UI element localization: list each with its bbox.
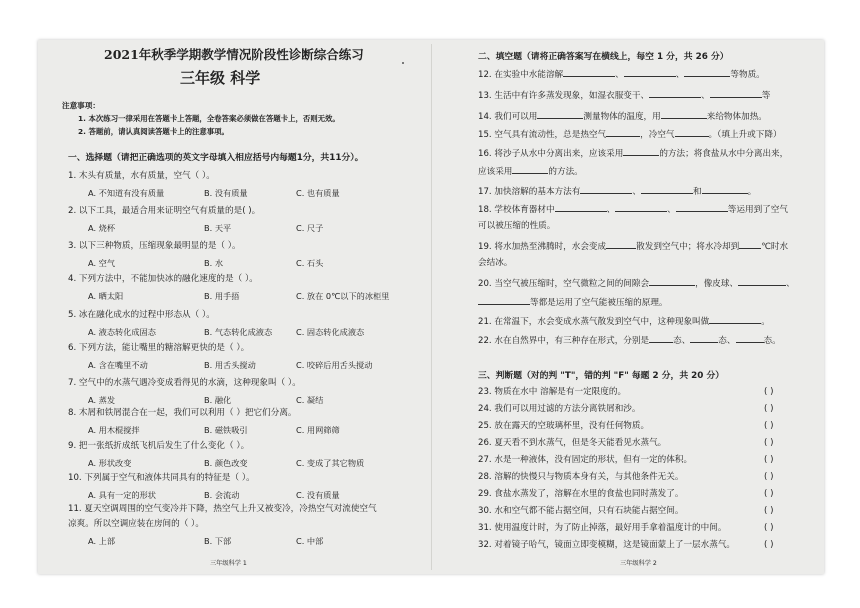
fill-question-text: 等物质。 [730, 70, 765, 80]
fill-question-line [478, 277, 795, 290]
question-option-b: B. 会流动 [204, 490, 240, 500]
answer-parentheses[interactable]: ( ) [764, 455, 774, 465]
fill-question-text: 、 [701, 91, 710, 101]
fill-question-text: 、 [615, 70, 624, 80]
question-11-option-b: B. 下部 [204, 536, 232, 546]
section-1-heading: 一、选择题（请把正确选项的英文字母填入相应括号内每题1分，共11分）。 [68, 153, 364, 163]
answer-blank[interactable] [738, 277, 786, 286]
fill-question-text: 、 [632, 187, 641, 197]
question-option-a: A. 烧杯 [88, 223, 116, 233]
left-page [38, 40, 430, 574]
fill-question-text: 、 [606, 205, 616, 215]
answer-blank[interactable] [563, 68, 615, 77]
fill-question-text: 20. 当空气被压缩时，空气微粒之间的间隙会 [478, 279, 650, 289]
fill-question-text: 可以被压缩的性质。 [478, 221, 556, 231]
page-divider [431, 44, 432, 570]
exam-title: 2021年秋季学期教学情况阶段性诊断综合练习 [104, 47, 364, 62]
answer-blank[interactable] [641, 185, 693, 194]
fill-question-text: 。 [761, 317, 770, 327]
answer-blank[interactable] [710, 89, 762, 98]
question-stem: 4. 下列方法中，不能加快冰的融化速度的是（ ）。 [68, 274, 258, 284]
answer-blank[interactable] [702, 185, 748, 194]
answer-blank[interactable] [624, 68, 676, 77]
fill-question-text: 21. 在常温下，水会变成水蒸气散发到空气中，这种现象叫做 [478, 317, 710, 327]
question-option-a: A. 含在嘴里不动 [88, 360, 148, 370]
fill-question-text: 等 [761, 91, 771, 101]
answer-parentheses[interactable]: ( ) [764, 523, 774, 533]
answer-parentheses[interactable]: ( ) [764, 489, 774, 499]
answer-blank[interactable] [661, 110, 707, 119]
fill-question-text: 、 [667, 205, 676, 215]
page-footer-2: 三年级科学 2 [620, 560, 657, 567]
question-option-c: C. 没有质量 [296, 490, 340, 500]
answer-blank[interactable] [649, 334, 673, 343]
question-11-option-c: C. 中部 [296, 536, 324, 546]
question-option-a: A. 用木棍搅拌 [88, 425, 140, 435]
question-option-a: A. 蒸发 [88, 395, 116, 405]
answer-blank[interactable] [675, 128, 709, 137]
question-option-c: C. 凝结 [296, 395, 324, 405]
question-stem: 6. 下列方法，能让嘴里的糖溶解更快的是（ ）。 [68, 343, 250, 353]
answer-blank[interactable] [606, 128, 640, 137]
notice-item-1: 1. 本次练习一律采用在答题卡上答题，全卷答案必须做在答题卡上，否则无效。 [78, 114, 340, 123]
question-option-b: B. 颜色改变 [204, 458, 248, 468]
question-option-c: C. 咬碎后用舌头搅动 [296, 360, 373, 370]
fill-question-text: 13. 生活中有许多蒸发现象，如湿衣服变干、 [478, 91, 650, 101]
answer-blank[interactable] [555, 203, 607, 212]
answer-blank[interactable] [684, 68, 730, 77]
fill-question-text: 17. 加快溶解的基本方法有 [478, 187, 581, 197]
answer-blank[interactable] [615, 203, 667, 212]
question-option-c: C. 尺子 [296, 223, 324, 233]
fill-question-line [478, 315, 770, 328]
fill-question-line [478, 203, 788, 216]
judge-question: 27. 水是一种液体，没有固定的形状，但有一定的体积。 [478, 455, 693, 465]
question-stem: 1. 木头有质量，水有质量，空气（ ）。 [68, 171, 215, 181]
fill-question-text: 19. 将水加热至沸腾时，水会变成 [478, 242, 607, 252]
fill-question-text: 和 [692, 187, 702, 197]
judge-question: 25. 放在露天的空玻璃杯里，没有任何物质。 [478, 421, 650, 431]
question-option-b: B. 用手捂 [204, 291, 240, 301]
question-stem: 9. 把一张纸折成纸飞机后发生了什么变化（ ）。 [68, 441, 250, 451]
fill-question-text: 14. 我们可以用 [478, 112, 538, 122]
answer-blank[interactable] [606, 240, 636, 249]
judge-question: 31. 使用温度计时，为了防止掉落，最好用手拿着温度计的中间。 [478, 523, 727, 533]
question-stem: 10. 下列属于空气和液体共同具有的特征是（ ）。 [68, 473, 255, 483]
fill-question-text: 、 [786, 279, 795, 289]
fill-question-text: 散发到空气中；将水冷却到 [636, 242, 740, 252]
answer-parentheses[interactable]: ( ) [764, 540, 774, 550]
answer-parentheses[interactable]: ( ) [764, 404, 774, 414]
answer-parentheses[interactable]: ( ) [764, 387, 774, 397]
question-option-c: C. 变成了其它物质 [296, 458, 365, 468]
exam-sheet [38, 40, 824, 574]
question-option-c: C. 放在 0℃以下的冰柜里 [296, 291, 390, 301]
question-option-b: B. 融化 [204, 395, 232, 405]
fill-question-line [478, 221, 555, 232]
fill-question-text: ，像皮球、 [695, 279, 739, 289]
fill-question-text: 22. 水在自然界中，有三种存在形式，分别是 [478, 336, 650, 346]
judge-question: 30. 水和空气都不能占据空间，只有石块能占据空间。 [478, 506, 684, 516]
question-option-a: A. 不知道有没有质量 [88, 188, 165, 198]
fill-question-text: 16. 将沙子从水中分离出来，应该采用 [478, 149, 624, 159]
question-11-line-2: 凉爽。所以空调应装在房间的（ ）。 [68, 519, 204, 529]
question-11-option-a: A. 上部 [88, 536, 116, 546]
judge-question: 23. 物质在水中 溶解是有一定限度的。 [478, 387, 627, 397]
fill-question-text: 的方法；将食盐从水中分离出来， [659, 149, 789, 159]
fill-question-text: 。 [747, 187, 757, 197]
fill-question-text: 态、 [718, 336, 736, 346]
judge-question: 32. 对着镜子哈气，镜面立即变模糊，这是镜面蒙上了一层水蒸气。 [478, 540, 736, 550]
answer-blank[interactable] [580, 185, 632, 194]
question-stem: 3. 以下三种物质，压缩现象最明显的是（ ）。 [68, 241, 241, 251]
answer-blank[interactable] [512, 165, 548, 174]
judge-question: 26. 夏天看不到水蒸气，但是冬天能看见水蒸气。 [478, 438, 667, 448]
fill-question-text: 的方法。 [548, 167, 583, 177]
fill-question-text: 等都是运用了空气能被压缩的原理。 [530, 298, 668, 308]
fill-question-text: 态、 [673, 336, 691, 346]
fill-question-line [478, 296, 668, 309]
fill-question-line [478, 240, 788, 253]
question-option-b: B. 天平 [204, 223, 232, 233]
fill-question-line [478, 185, 756, 198]
answer-blank[interactable] [649, 89, 701, 98]
judge-question: 29. 食盐水蒸发了，溶解在水里的食盐也同时蒸发了。 [478, 489, 684, 499]
answer-parentheses[interactable]: ( ) [764, 421, 774, 431]
fill-question-text: 来给物体加热。 [706, 112, 767, 122]
question-option-a: A. 液态转化成固态 [88, 327, 156, 337]
fill-question-line [478, 128, 782, 141]
question-option-b: B. 用舌头搅动 [204, 360, 256, 370]
fill-question-text: 。（填上升或下降） [708, 130, 782, 140]
question-option-b: B. 没有质量 [204, 188, 248, 198]
question-option-c: C. 固态转化成液态 [296, 327, 365, 337]
fill-question-line [478, 110, 767, 123]
answer-parentheses[interactable]: ( ) [764, 472, 774, 482]
fill-question-text: 态。 [763, 336, 781, 346]
judge-question: 24. 我们可以用过滤的方法分离铁屑和沙。 [478, 404, 641, 414]
section-3-heading: 三、判断题（对的判 "T"，错的判 "F" 每题 2 分，共 20 分） [478, 371, 725, 381]
question-stem: 2. 以下工具，最适合用来证明空气有质量的是( )。 [68, 206, 261, 216]
question-stem: 7. 空气中的水蒸气遇冷变成看得见的水滴，这种现象叫（ ）。 [68, 378, 301, 388]
right-page [434, 40, 824, 574]
question-option-b: B. 气态转化成液态 [204, 327, 273, 337]
fill-question-line [478, 68, 765, 81]
page-footer-1: 三年级科学 1 [210, 560, 247, 567]
question-option-a: A. 形状改变 [88, 458, 132, 468]
answer-blank[interactable] [736, 334, 764, 343]
speck [402, 62, 404, 64]
exam-subtitle: 三年级 科学 [180, 69, 261, 87]
answer-blank[interactable] [709, 315, 761, 324]
notice-title: 注意事项： [62, 101, 100, 110]
section-2-heading: 二、填空题（请将正确答案写在横线上，每空 1 分，共 26 分） [478, 52, 729, 62]
fill-question-line [478, 334, 781, 347]
answer-blank[interactable] [676, 203, 728, 212]
fill-question-text: 等运用到了空气 [727, 205, 788, 215]
fill-question-line [478, 147, 788, 160]
fill-question-text: 应该采用 [478, 167, 513, 177]
answer-blank[interactable] [739, 240, 761, 249]
fill-question-text: 测量物体的温度，用 [583, 112, 661, 122]
answer-blank[interactable] [478, 296, 530, 305]
fill-question-line [478, 89, 770, 102]
fill-question-text: 、 [675, 70, 685, 80]
question-option-a: A. 晒太阳 [88, 291, 124, 301]
answer-blank[interactable] [690, 334, 718, 343]
answer-blank[interactable] [623, 147, 659, 156]
fill-question-text: ℃时水 [761, 242, 789, 252]
fill-question-text: 15. 空气具有流动性，总是热空气 [478, 130, 607, 140]
fill-question-text: 18. 学校体育器材中 [478, 205, 555, 215]
answer-parentheses[interactable]: ( ) [764, 438, 774, 448]
question-option-a: A. 具有一定的形状 [88, 490, 156, 500]
fill-question-text: ，冷空气 [640, 130, 675, 140]
question-11-line-1: 11. 夏天空调周围的空气变冷并下降，热空气上升又被变冷，冷热空气对流使空气 [68, 504, 377, 514]
notice-item-2: 2. 答题前，请认真阅读答题卡上的注意事项。 [78, 127, 229, 136]
answer-blank[interactable] [537, 110, 583, 119]
question-option-c: C. 也有质量 [296, 188, 340, 198]
fill-question-text: 会结冰。 [478, 258, 513, 268]
question-option-a: A. 空气 [88, 258, 116, 268]
question-option-b: B. 磁铁吸引 [204, 425, 248, 435]
fill-question-text: 12. 在实验中水能溶解 [478, 70, 564, 80]
judge-question: 28. 溶解的快慢只与物质本身有关，与其他条件无关。 [478, 472, 684, 482]
question-option-c: C. 用网筛筛 [296, 425, 340, 435]
fill-question-line [478, 258, 512, 269]
question-option-b: B. 水 [204, 258, 224, 268]
question-stem: 5. 冰在融化成水的过程中形态从（ ）。 [68, 310, 215, 320]
question-stem: 8. 木屑和铁屑混合在一起，我们可以利用（ ）把它们分离。 [68, 408, 297, 418]
fill-question-line [478, 165, 583, 178]
question-option-c: C. 石头 [296, 258, 324, 268]
answer-blank[interactable] [649, 277, 695, 286]
answer-parentheses[interactable]: ( ) [764, 506, 774, 516]
